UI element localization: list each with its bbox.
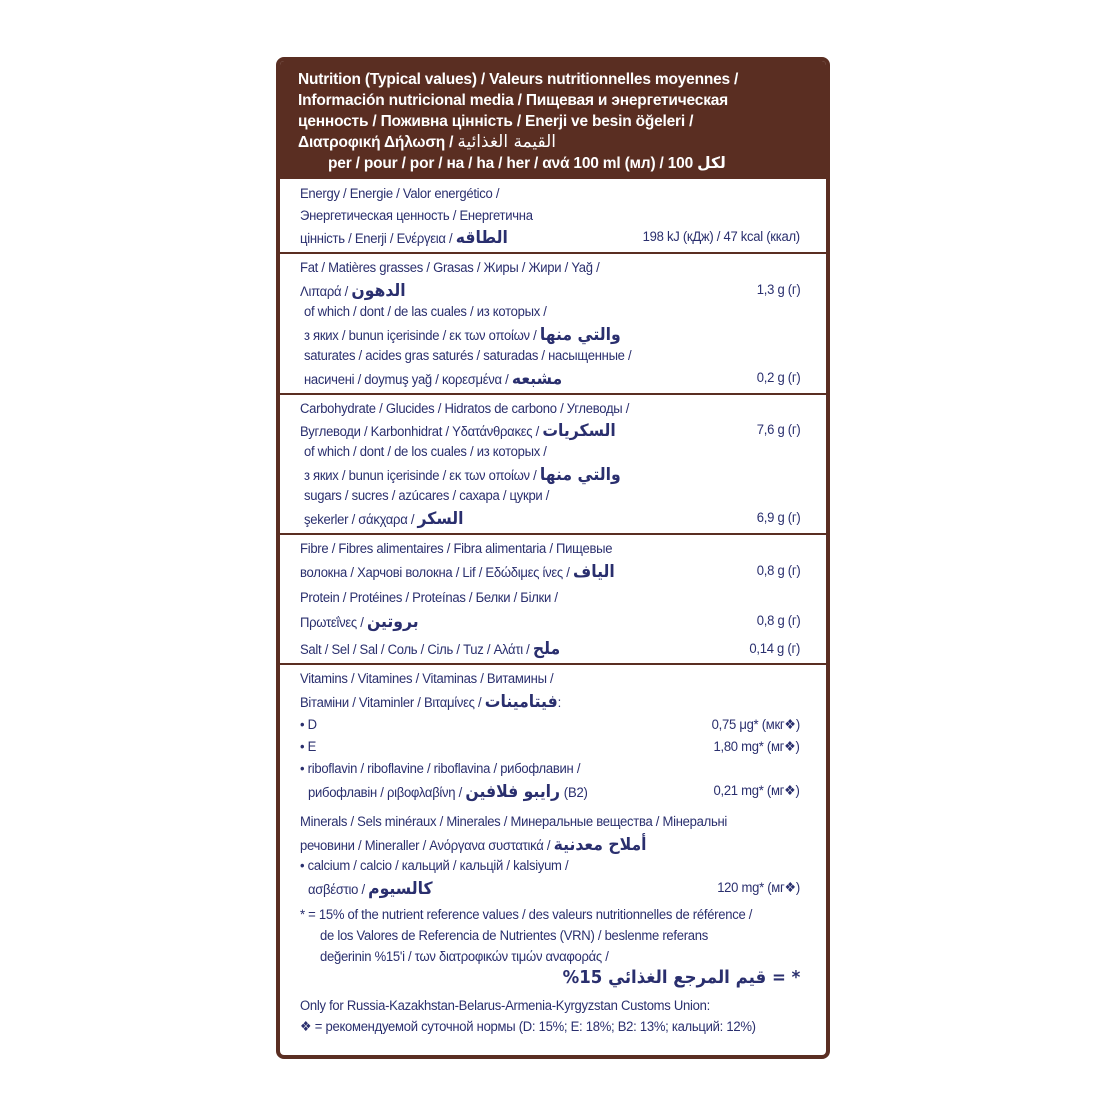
divider [280,252,826,254]
energy-line-2: Энергетическая ценность / Енергетична [300,208,533,224]
footnote-line-1: * = 15% of the nutrient reference values / des valeurs nutritionnelles de référence / [300,907,753,923]
vitamins-line-2: Вітаміни / Vitaminler / Βιταμίνες / فيتامينات: [300,692,562,712]
carb-line-1: Carbohydrate / Glucides / Hidratos de carbono / Углеводы / [300,401,630,417]
fibre-value: 0,8 g (г) [756,563,800,579]
minerals-line-1: Minerals / Sels minéraux / Minerales / Минеральные вещества / Мінеральні [300,814,728,830]
header-line-4: Διατροφική Δήλωση / القيمة الغذائية [298,132,557,152]
fat-line-2: Λιπαρά / الدهون [300,281,406,301]
carb-line-6: şekerler / σάκχαρα / السكر [304,509,464,529]
vitamin-d-value: 0,75 μg* (мкг❖) [711,717,800,733]
energy-line-3: цінність / Enerji / Ενέργεια / الطاقه [300,228,508,248]
riboflavin-value: 0,21 mg* (мг❖) [713,783,800,799]
fat-line-4: з яких / bunun içerisinde / εκ των οποίων / والتي منها [304,325,621,345]
riboflavin-line-1: • riboflavin / riboflavine / riboflavina / рибофлавин / [300,761,581,777]
vitamin-e-value: 1,80 mg* (мг❖) [713,739,800,755]
vitamin-e-label: • E [300,739,317,755]
header-line-3: ценность / Поживна цінність / Enerji ve besin öğeleri / [298,113,694,130]
divider [280,393,826,395]
footnote-line-2: de los Valores de Referencia de Nutrientes (VRN) / beslenme referans [320,928,708,944]
protein-line-2: Πρωτεΐνες / بروتين [300,612,419,632]
header-line-5: per / pour / por / на / ha / her / ανά 100 ml (мл) / 100 لكل [328,155,726,172]
calcium-line-1: • calcium / calcio / кальций / кальцій / kalsiyum / [300,858,569,874]
calcium-line-2: ασβέστιο / كالسيوم [308,879,433,899]
energy-line-1: Energy / Energie / Valor energético / [300,186,500,202]
divider [280,533,826,535]
fat-line-3: of which / dont / de las cuales / из которых / [304,304,547,320]
carb-line-4: з яких / bunun içerisinde / εκ των οποίων / والتي منها [304,465,621,485]
customs-line-1: Only for Russia-Kazakhstan-Belarus-Armenia-Kyrgyzstan Customs Union: [300,998,710,1014]
fibre-line-1: Fibre / Fibres alimentaires / Fibra alimentaria / Пищевые [300,541,613,557]
fat-line-5: saturates / acides gras saturés / saturadas / насыщенные / [304,348,632,364]
footnote-arabic: %15 قيم المرجع الغذائي = * [562,967,800,988]
fibre-line-2: волокна / Харчові волокна / Lif / Εδώδιμες ίνες / الياف [300,562,615,582]
fat-line-1: Fat / Matières grasses / Grasas / Жиры / Жири / Yağ / [300,260,600,276]
header-line-1: Nutrition (Typical values) / Valeurs nutritionnelles moyennes / [298,71,739,88]
sugars-value: 6,9 g (г) [756,510,800,526]
carb-line-3: of which / dont / de los cuales / из которых / [304,444,547,460]
nutrition-header [280,61,826,179]
nutrition-panel [276,57,830,1059]
fat-value: 1,3 g (г) [756,282,800,298]
calcium-value: 120 mg* (мг❖) [717,880,800,896]
protein-value: 0,8 g (г) [756,613,800,629]
energy-value: 198 kJ (кДж) / 47 kcal (ккал) [642,229,800,245]
vitamin-d-label: • D [300,717,317,733]
vitamins-line-1: Vitamins / Vitamines / Vitaminas / Витамины / [300,671,554,687]
salt-value: 0,14 g (г) [749,641,800,657]
fat-line-6: насичені / doymuş yağ / κορεσμένα / مشبعه [304,369,563,389]
footnote-line-3: değerinin %15'i / των διατροφικών τιμών αναφοράς / [320,949,609,965]
header-line-2: Información nutricional media / Пищевая и энергетическая [298,92,729,109]
saturates-value: 0,2 g (г) [756,370,800,386]
carb-line-2: Вуглеводи / Karbonhidrat / Υδατάνθρακες / السكريات [300,421,616,441]
minerals-line-2: речовини / Mineraller / Ανόργανα συστατικά / أملاح معدنية [300,835,647,855]
customs-line-2: ❖ = рекомендуемой суточной нормы (D: 15%; E: 18%; B2: 13%; кальций: 12%) [300,1019,756,1035]
riboflavin-line-2: рибофлавін / ριβοφλαβίνη / رايبو فلافين (B2) [308,782,588,802]
carb-value: 7,6 g (г) [756,422,800,438]
salt-line-1: Salt / Sel / Sal / Соль / Сіль / Tuz / Αλάτι / ملح [300,639,561,659]
carb-line-5: sugars / sucres / azúcares / сахара / цукри / [304,488,550,504]
divider [280,663,826,665]
protein-line-1: Protein / Protéines / Proteínas / Белки / Білки / [300,590,558,606]
